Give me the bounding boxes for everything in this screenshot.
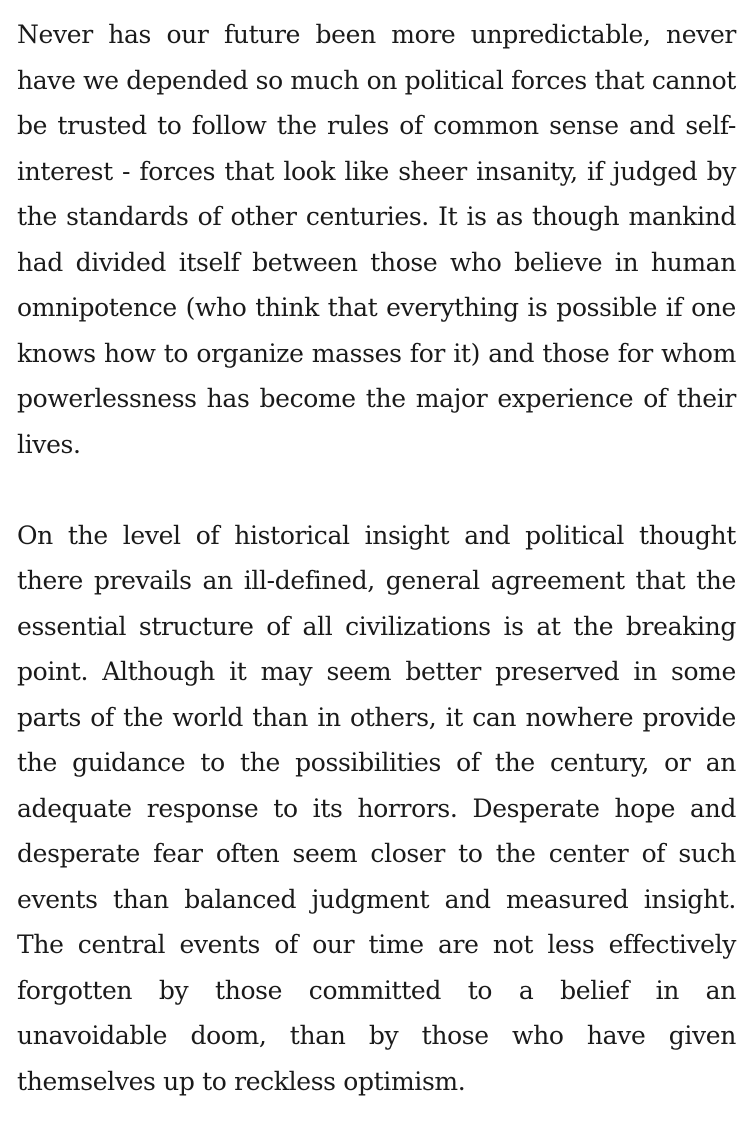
paragraph-2: On the level of historical insight and political thought there prevails an ill-defined, general agreement that the essential structure of all civilizations is at the breaking point. Although it may seem better preserved in some parts of the world than in others, it can nowhere provide the guidance to the possibilities of the century, or an adequate response to its horrors. Desperate hope and desperate fear often seem closer to the center of such events than balanced judgment and measured insight. The central events of our time are not less effectively forgotten by those committed to a belief in an unavoidable doom, than by those who have given themselves up to reckless optimism. — [17, 520, 736, 1096]
paragraph-1: Never has our future been more unpredictable, never have we depended so much on political forces that cannot be trusted to follow the rules of common sense and self-interest - forces that look like sheer insanity, if judged by the standards of other centuries. It is as though mankind had divided itself between those who believe in human omnipotence (who think that everything is possible if one knows how to organize masses for it) and those for whom powerlessness has become the major experience of their lives. — [17, 20, 736, 459]
